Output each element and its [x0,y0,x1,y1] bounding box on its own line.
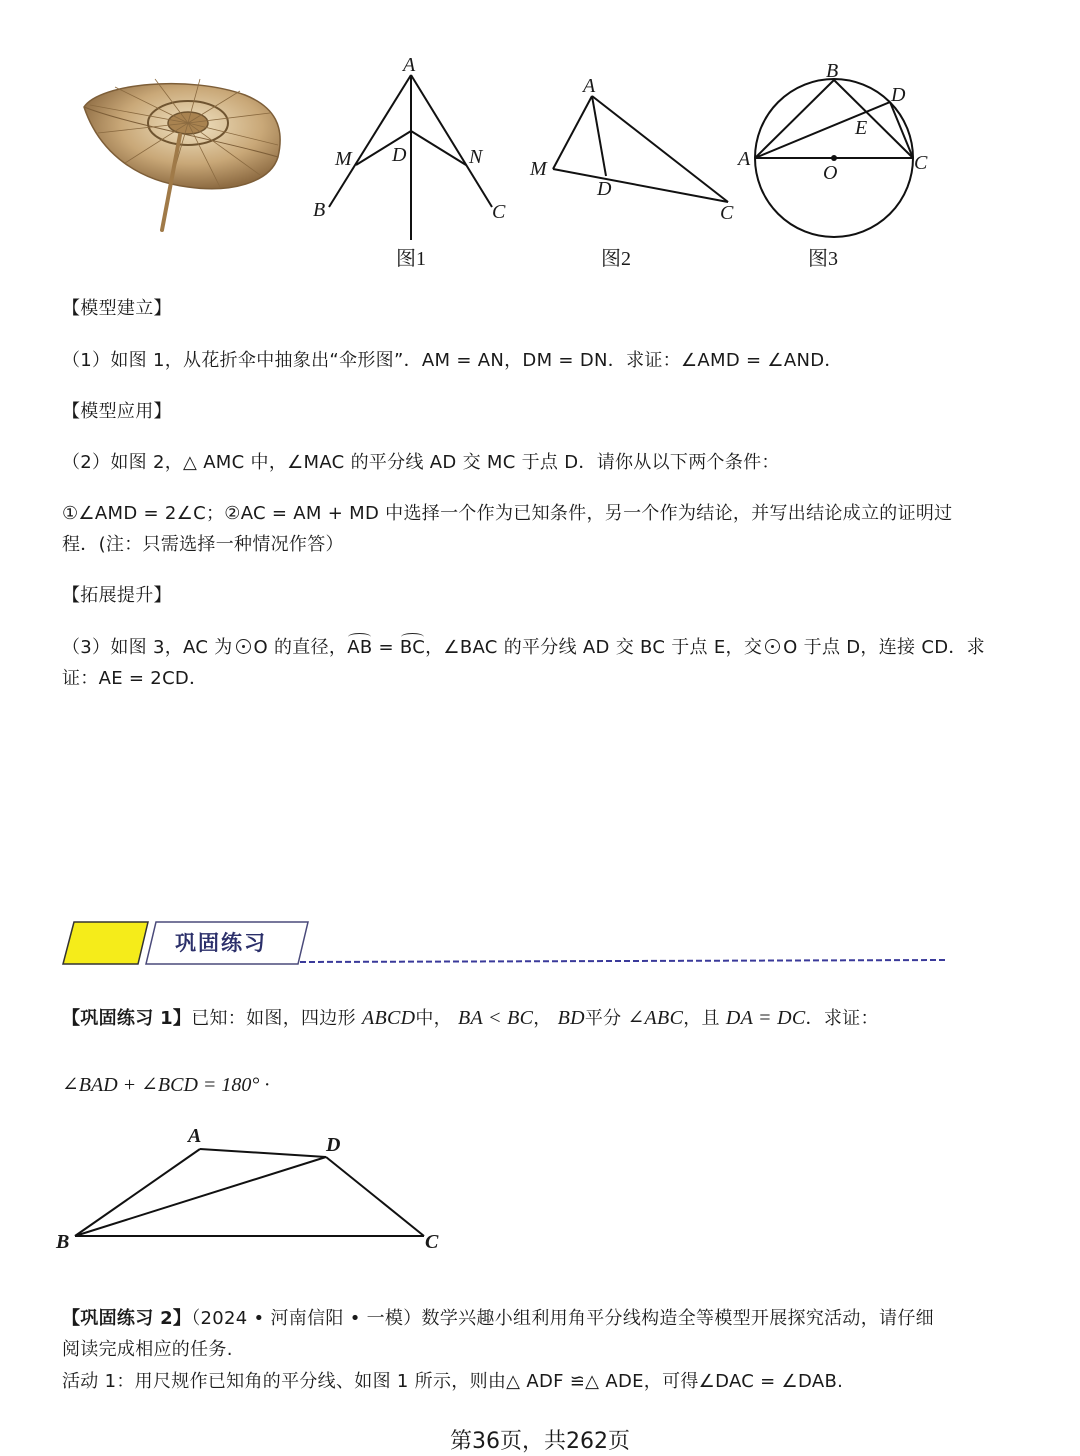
fig3-label-C: C [914,152,928,174]
p1-t1: 已知：如图，四边形 [191,1008,356,1029]
practice-2-line-2: 阅读完成相应的任务. [62,1339,233,1360]
fig1-caption: 图1 [396,248,426,270]
figure-2 [540,80,740,230]
p1fig-label-B: B [56,1231,70,1253]
fig2-line-AM [553,96,592,169]
fig1-label-M: M [335,148,352,170]
question-3-line-2: 证：AE = 2CD． [62,668,208,689]
heading-model-build: 【模型建立】 [62,298,172,319]
practice-1-line-2: ∠BAD + ∠BCD = 180° · [62,1074,270,1096]
fig3-label-O: O [823,162,838,184]
circle-dot-icon [765,639,780,654]
arc-bc: BC [400,632,425,663]
fig2-line-MC [553,169,728,202]
practice-2-line-1 [62,1303,934,1334]
p1fig-label-D: D [326,1134,341,1156]
question-2-line-1: （2）如图 2，△ AMC 中，∠MAC 的平分线 AD 交 MC 于点 D．请你从以下两个条件： [62,452,780,473]
practice-2-label: 【巩固练习 2】 [62,1308,192,1329]
p1-m4: ∠ABC [627,1007,684,1029]
question-1: （1）如图 1，从花折伞中抽象出“伞形图”．AM = AN，DM = DN．求证：∠AMD = ∠AND． [62,350,843,371]
fig2-label-A: A [583,75,596,97]
page-number: 第36页，共262页 [450,1429,630,1454]
p1-t6: ．求证： [805,1008,879,1029]
fig3-caption: 图3 [808,248,838,270]
fig3-line-DC [890,102,913,158]
p1fig-line-BD [75,1157,326,1236]
fig1-label-N: N [469,146,483,168]
practice-1-figure [60,1125,460,1255]
banner-title: 巩固练习 [175,931,267,955]
banner-dashed-line [300,960,945,962]
practice-1-line-1 [62,1003,879,1034]
umbrella-image [70,75,290,235]
heading-model-apply: 【模型应用】 [62,401,172,422]
practice-2-text: （2024 • 河南信阳 • 一模）数学兴趣小组利用角平分线构造全等模型开展探究活动，请仔细 [191,1308,934,1329]
circle-dot-icon [236,639,251,654]
fig2-line-AD [592,96,606,176]
fig3-line-AD [755,102,890,158]
fig1-line-AC [411,75,492,207]
fig2-label-D: D [597,178,612,200]
q3-text-4: O 于点 D，连接 CD．求 [783,637,985,658]
practice-2-line-3: 活动 1：用尺规作已知角的平分线、如图 1 所示，则由△ ADF ≌△ ADE，可得∠DAC = ∠DAB. [62,1371,844,1392]
p1-t4: 平分 [584,1008,622,1029]
q3-text-3: ，∠BAC 的平分线 AD 交 BC 于点 E，交 [425,637,763,658]
fig3-center-O [831,155,837,161]
p1fig-line-AD [200,1149,326,1157]
arc-ab: AB [347,632,372,663]
fig3-label-E: E [855,117,868,139]
fig1-label-D: D [392,144,407,166]
fig1-line-ND [411,131,466,165]
q3-eq: = [372,637,400,658]
p1-t5: ，且 [683,1008,720,1029]
fig3-label-D: D [891,84,906,106]
p1-t3: ， [533,1008,552,1029]
fig1-line-AB [329,75,411,207]
fig3-label-B: B [826,60,839,82]
p1-t2: 中， [415,1008,452,1029]
p1-m2: BA < BC [458,1007,534,1029]
p1-m1: ABCD [361,1007,416,1029]
fig3-label-A: A [738,148,751,170]
fig3-line-AB [755,80,834,158]
fig2-label-C: C [720,202,734,224]
fig1-label-A: A [403,54,416,76]
q3-text-2: O 的直径， [253,637,348,658]
heading-extend: 【拓展提升】 [62,585,172,606]
q3-text-1: （3）如图 3，AC 为 [62,637,233,658]
p1-m5: DA = DC [725,1007,806,1029]
question-2-line-2: ①∠AMD = 2∠C；②AC = AM + MD 中选择一个作为已知条件，另一个作为结论，并写出结论成立的证明过 [62,503,953,524]
p1fig-label-C: C [425,1231,439,1253]
p1-m3: BD [557,1007,585,1029]
p1fig-line-BA [75,1149,200,1236]
fig2-label-M: M [530,158,547,180]
question-3-line-1 [62,632,985,663]
p1fig-line-DC [326,1157,424,1236]
fig2-caption: 图2 [601,248,631,270]
question-2-line-3: 程．(注：只需选择一种情况作答） [62,534,344,555]
fig2-line-AC [592,96,728,202]
practice-1-label: 【巩固练习 1】 [62,1008,192,1029]
fig1-label-C: C [492,201,506,223]
p1fig-label-A: A [188,1125,202,1147]
fig1-label-B: B [313,199,326,221]
banner-yellow-block [63,922,148,964]
